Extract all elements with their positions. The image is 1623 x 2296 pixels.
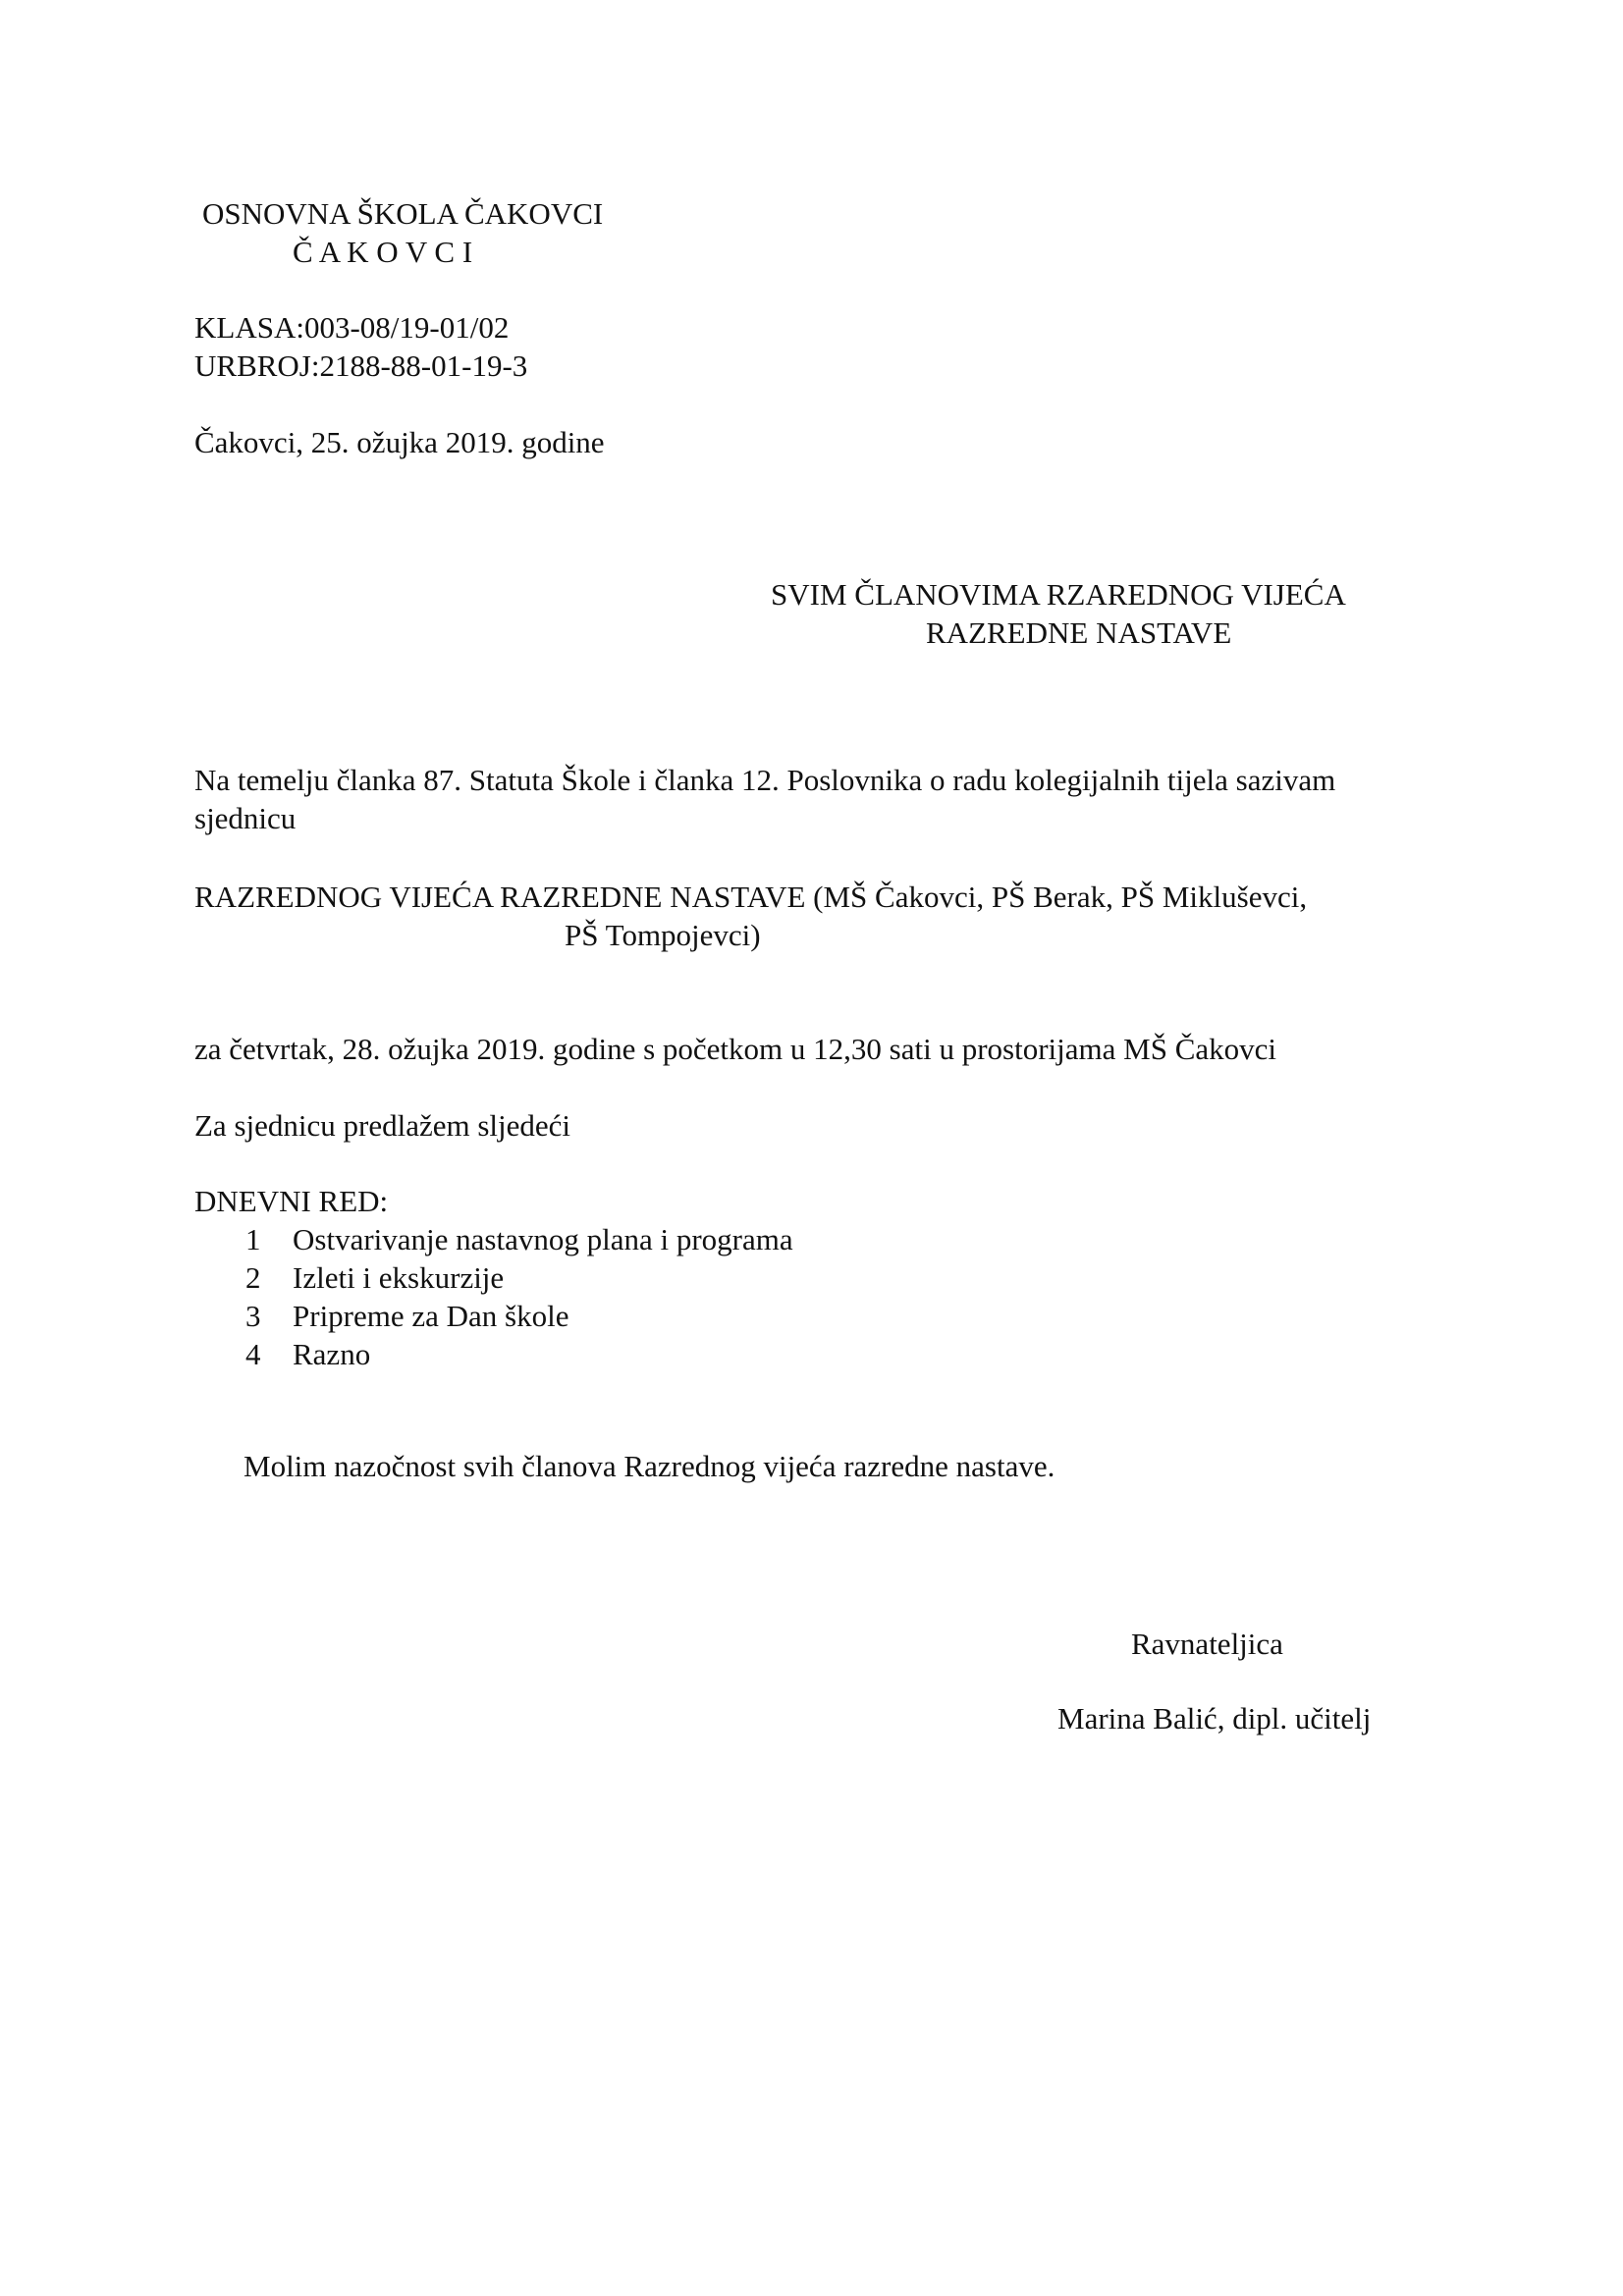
- intro-line-1: Na temelju članka 87. Statuta Škole i članka 12. Poslovnika o radu kolegijalnih tijela sazivam: [194, 763, 1336, 797]
- agenda-item-text: Pripreme za Dan škole: [293, 1299, 569, 1333]
- agenda-item-number: 1: [245, 1222, 261, 1256]
- agenda-item-text: Izleti i ekskurzije: [293, 1260, 505, 1295]
- recipient-line-1: SVIM ČLANOVIMA RZAREDNOG VIJEĆA: [771, 577, 1346, 612]
- date-line: Čakovci, 25. ožujka 2019. godine: [194, 425, 605, 459]
- agenda-item-number: 4: [245, 1337, 261, 1371]
- council-line-1: RAZREDNOG VIJEĆA RAZREDNE NASTAVE (MŠ Čakovci, PŠ Berak, PŠ Mikluševci,: [194, 880, 1308, 914]
- signature-role: Ravnateljica: [1131, 1627, 1283, 1661]
- agenda-item-text: Razno: [293, 1337, 371, 1371]
- meeting-line: za četvrtak, 28. ožujka 2019. godine s početkom u 12,30 sati u prostorijama MŠ Čakovci: [194, 1032, 1276, 1066]
- proposal-line: Za sjednicu predlažem sljedeći: [194, 1108, 571, 1143]
- agenda-title: DNEVNI RED:: [194, 1184, 389, 1218]
- intro-line-2: sjednicu: [194, 801, 297, 835]
- agenda-item-number: 3: [245, 1299, 261, 1333]
- council-line-2: PŠ Tompojevci): [565, 918, 761, 952]
- urbroj-reference: URBROJ:2188-88-01-19-3: [194, 348, 528, 383]
- klasa-reference: KLASA:003-08/19-01/02: [194, 310, 510, 345]
- closing-line: Molim nazočnost svih članova Razrednog vijeća razredne nastave.: [243, 1449, 1055, 1483]
- agenda-item-number: 2: [245, 1260, 261, 1295]
- agenda-item-text: Ostvarivanje nastavnog plana i programa: [293, 1222, 793, 1256]
- school-name: OSNOVNA ŠKOLA ČAKOVCI: [202, 196, 604, 231]
- recipient-line-2: RAZREDNE NASTAVE: [926, 615, 1232, 650]
- school-town: Č A K O V C I: [293, 235, 473, 269]
- signature-name: Marina Balić, dipl. učitelj: [1057, 1701, 1372, 1735]
